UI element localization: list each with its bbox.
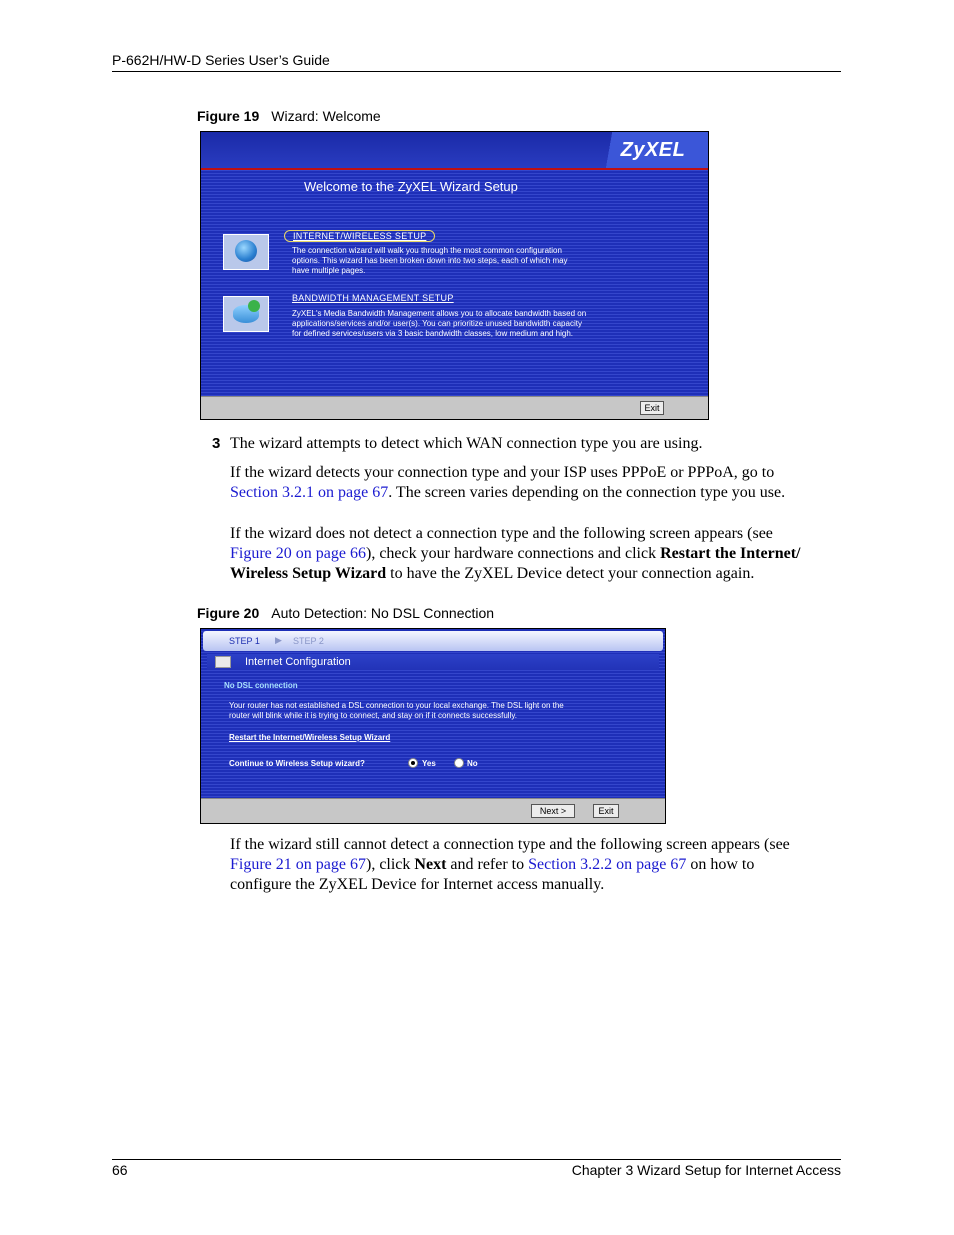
yes-radio[interactable] — [408, 758, 418, 768]
figure-19-title: Wizard: Welcome — [271, 108, 381, 124]
figure-19-caption — [197, 108, 381, 124]
bold-text: Restart the Internet/ — [660, 545, 801, 562]
figure-21-link[interactable]: Figure 21 on page 67 — [230, 856, 366, 873]
running-header: P-662H/HW-D Series User’s Guide — [112, 52, 330, 68]
bw-desc-line: for defined services/users via 3 basic bandwidth classes, low medium and high. — [292, 329, 574, 338]
internet-setup-description — [292, 246, 568, 276]
bw-desc-line: ZyXEL's Media Bandwidth Management allows you to allocate bandwidth based on — [292, 309, 587, 318]
bold-text: Next — [414, 856, 447, 873]
welcome-title: Welcome to the ZyXEL Wizard Setup — [304, 179, 518, 194]
figure-20-label: Figure 20 — [197, 605, 260, 621]
desc-line: Your router has not established a DSL connection to your local exchange. The DSL light on the — [229, 701, 564, 710]
no-radio[interactable] — [454, 758, 464, 768]
text: If the wizard detects your connection type and your ISP uses PPPoE or PPPoA, go to — [230, 464, 775, 481]
bottom-bar — [201, 396, 708, 419]
internet-desc-line: options. This wizard has been broken down into two steps, each of which may — [292, 256, 568, 265]
arrow-right-icon: ▶ — [275, 635, 282, 645]
no-dsl-description — [229, 701, 649, 721]
no-dsl-heading: No DSL connection — [224, 681, 298, 690]
continue-question: Continue to Wireless Setup wizard? — [229, 759, 365, 768]
internet-desc-line: have multiple pages. — [292, 266, 366, 275]
figure-20-caption — [197, 605, 494, 621]
step-number: 3 — [212, 435, 221, 452]
paragraph-still-not-detected — [230, 835, 842, 895]
internet-wireless-setup-link[interactable]: INTERNET/WIRELESS SETUP — [284, 230, 435, 242]
desc-line: router will blink while it is trying to connect, and stay on if it connects successfully. — [229, 711, 517, 720]
zyxel-logo: ZyXEL — [598, 132, 708, 168]
text: . The screen varies depending on the connection type you use. — [388, 484, 786, 501]
no-label: No — [467, 759, 478, 768]
bottom-bar — [201, 798, 665, 823]
chapter-title: Chapter 3 Wizard Setup for Internet Access — [571, 1162, 841, 1178]
step-3-text: The wizard attempts to detect which WAN connection type you are using. — [230, 435, 703, 452]
paragraph-detects — [230, 463, 842, 503]
text: and refer to — [446, 856, 529, 873]
section-3-2-1-link[interactable]: Section 3.2.1 on page 67 — [230, 484, 389, 501]
header-rule — [112, 71, 841, 72]
next-button[interactable]: Next > — [531, 804, 575, 818]
exit-button[interactable]: Exit — [640, 401, 664, 415]
bw-desc-line: applications/services and/or user(s). You can prioritize unused bandwidth capacity — [292, 319, 582, 328]
wizard-welcome-screenshot — [200, 131, 709, 420]
text: on how to — [686, 856, 755, 873]
text: ), check your hardware connections and click — [365, 545, 661, 562]
footer-rule — [112, 1159, 841, 1160]
text: to have the ZyXEL Device detect your connection again. — [386, 565, 755, 582]
internet-desc-line: The connection wizard will walk you through the most common configuration — [292, 246, 562, 255]
red-divider — [201, 168, 708, 170]
step-bar — [203, 631, 663, 651]
pie-icon — [248, 300, 260, 312]
text: If the wizard still cannot detect a connection type and the following screen appears (see — [230, 836, 790, 853]
globe-icon — [235, 240, 257, 262]
text: configure the ZyXEL Device for Internet access manually. — [230, 876, 605, 893]
step-1-tab[interactable]: STEP 1 — [229, 636, 260, 646]
yes-label: Yes — [422, 759, 436, 768]
no-dsl-connection-screenshot — [200, 628, 666, 824]
figure-20-title: Auto Detection: No DSL Connection — [271, 605, 495, 621]
text: ), click — [365, 856, 415, 873]
figure-20-link[interactable]: Figure 20 on page 66 — [230, 545, 366, 562]
step-2-tab[interactable]: STEP 2 — [293, 636, 324, 646]
internet-configuration-title: Internet Configuration — [245, 656, 351, 668]
folder-icon — [215, 656, 231, 668]
page-number: 66 — [112, 1162, 128, 1178]
text: If the wizard does not detect a connection type and the following screen appears (see — [230, 525, 773, 542]
exit-button[interactable]: Exit — [593, 804, 619, 818]
paragraph-not-detected — [230, 524, 842, 584]
section-3-2-2-link[interactable]: Section 3.2.2 on page 67 — [528, 856, 687, 873]
restart-wizard-link[interactable]: Restart the Internet/Wireless Setup Wizard — [229, 733, 391, 742]
bold-text: Wireless Setup Wizard — [230, 565, 387, 582]
internet-setup-icon[interactable] — [223, 234, 269, 270]
bandwidth-setup-icon[interactable] — [223, 296, 269, 332]
bandwidth-setup-description — [292, 309, 586, 339]
bandwidth-management-setup-link[interactable]: BANDWIDTH MANAGEMENT SETUP — [292, 293, 454, 303]
figure-19-label: Figure 19 — [197, 108, 260, 124]
